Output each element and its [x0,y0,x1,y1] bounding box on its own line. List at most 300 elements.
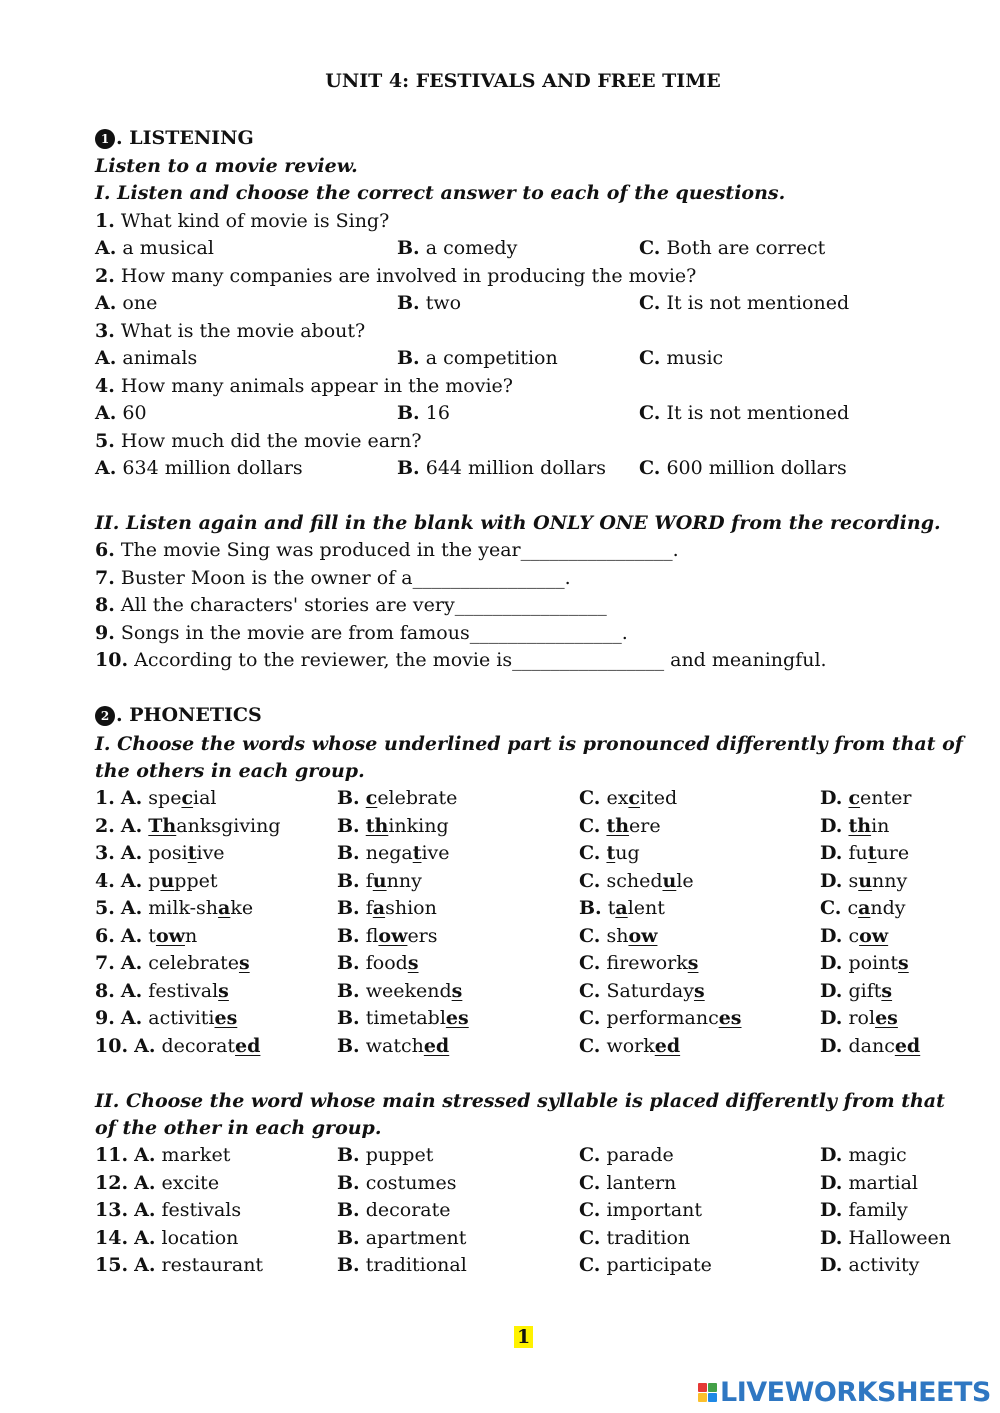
pronunciation-row [95,951,955,975]
word-prefix: danc [842,1034,895,1057]
pronunciation-row [95,814,955,838]
word-suffix: ive [196,842,225,864]
option-word: market [155,1144,231,1166]
underlined-part: t [187,842,197,864]
question-number: 6. [95,924,115,947]
answer-option[interactable] [95,1253,263,1277]
fill-blank-question[interactable] [95,621,628,645]
logo-text: LIVEWORKSHEETS [720,1376,991,1408]
option-letter: A. [95,292,117,314]
option-word: festivals [155,1199,242,1221]
word-prefix: f [359,897,373,919]
option-letter: B. [337,924,360,947]
option-text: Both are correct [660,237,826,259]
question-number: 5. [95,430,115,452]
word-suffix: le [676,869,694,892]
answer-option[interactable] [337,924,438,948]
word-prefix: food [359,952,408,974]
option-text: a musical [116,237,214,259]
stress-row [95,1226,955,1250]
option-letter: C. [579,814,601,837]
underlined-part: t [867,842,877,864]
option-letter: B. [397,347,420,369]
option-text: a competition [419,347,558,369]
question-number: 4. [95,375,115,397]
option-word: participate [600,1254,712,1276]
answer-option[interactable] [820,1006,898,1030]
answer-option[interactable] [579,979,705,1003]
question-text: Buster Moon is the owner of a________________. [114,566,571,589]
word-suffix: ial [193,787,217,809]
option-text: music [660,347,724,369]
option-text: 600 million dollars [660,457,847,479]
answer-option[interactable] [337,951,419,975]
question-number: 13. [95,1199,129,1221]
answer-option[interactable] [639,291,849,315]
phonetics-part1-instruction: I. Choose the words whose underlined part is pronounced differently from that of [95,733,963,755]
answer-option[interactable] [337,1034,449,1058]
word-suffix: ndy [870,897,906,919]
answer-option[interactable] [95,1226,238,1250]
pronunciation-row [95,1006,955,1030]
option-text: animals [116,347,198,369]
option-letter: D. [820,1034,843,1057]
word-prefix: firework [600,952,688,974]
logo-icon [698,1383,717,1402]
option-letter: B. [337,1254,360,1276]
answer-option[interactable] [579,841,640,865]
question-text: What is the movie about? [114,320,366,342]
fill-blank-question[interactable] [95,566,571,590]
answer-option[interactable] [337,1198,451,1222]
option-letter: B. [337,842,360,864]
question-text: All the characters' stories are very________________ [114,594,607,616]
option-text: It is not mentioned [660,402,850,424]
question-number: 6. [95,539,115,561]
option-letter: A. [134,1034,156,1057]
answer-option[interactable] [337,896,437,920]
answer-option[interactable] [820,951,909,975]
answer-option[interactable] [95,1198,241,1222]
page-number: 1 [514,1326,533,1348]
answer-option[interactable] [820,1143,907,1167]
answer-option[interactable] [95,841,225,865]
option-letter: D. [820,924,843,947]
option-letter: C. [579,1144,601,1166]
underlined-part: s [687,952,699,974]
answer-option[interactable] [337,869,422,893]
underlined-part: ow [155,924,185,947]
option-letter: A. [120,952,143,974]
option-letter: C. [579,1034,601,1057]
word-suffix: ure [876,842,910,864]
option-letter: A. [134,1199,156,1221]
section-number-badge: 2 [95,706,115,726]
question [95,374,513,398]
options-row [95,401,955,425]
question-number: 2. [95,814,115,837]
question-number: 9. [95,1007,115,1029]
word-prefix: watch [359,1034,424,1057]
underlined-part: ow [628,924,658,947]
word-prefix: nega [359,842,413,864]
question-text: Songs in the movie are from famous________________. [114,621,628,644]
answer-option[interactable] [95,1006,237,1030]
word-prefix: f [359,869,373,892]
option-letter: C. [579,1226,601,1249]
option-letter: B. [397,402,420,424]
option-word: location [155,1226,239,1249]
fill-blank-question[interactable] [95,648,827,672]
answer-option[interactable] [820,786,912,810]
word-prefix: fl [359,924,379,947]
word-suffix: ited [639,787,678,809]
answer-option[interactable] [579,1226,690,1250]
answer-option[interactable] [95,924,197,948]
word-suffix: lent [627,897,665,919]
answer-option[interactable] [820,1171,918,1195]
answer-option[interactable] [95,951,250,975]
question-number: 14. [95,1226,129,1249]
answer-option[interactable] [639,401,849,425]
option-word: martial [842,1171,919,1194]
word-suffix: ere [629,814,661,837]
question-number: 1. [95,787,115,809]
answer-option[interactable] [579,924,657,948]
option-letter: C. [579,842,601,864]
answer-option[interactable] [579,786,677,810]
answer-option[interactable] [639,236,825,260]
question-text: What kind of movie is Sing? [114,210,390,232]
answer-option[interactable] [820,1253,919,1277]
underlined-part: es [718,1007,742,1029]
word-suffix: ive [421,842,450,864]
option-word: costumes [359,1171,457,1194]
option-letter: B. [337,787,360,809]
answer-option[interactable] [397,236,517,260]
option-text: one [116,292,158,314]
page-title: UNIT 4: FESTIVALS AND FREE TIME [325,70,721,92]
answer-option[interactable] [579,1253,712,1277]
word-prefix: Saturday [600,979,694,1002]
answer-option[interactable] [337,786,457,810]
answer-option[interactable] [579,814,661,838]
question-number: 10. [95,649,129,671]
word-prefix: t [142,924,156,947]
option-word: family [842,1199,908,1221]
word-prefix: performanc [600,1007,719,1029]
answer-option[interactable] [820,924,888,948]
option-letter: C. [579,869,601,892]
option-word: puppet [359,1144,434,1166]
question-text: The movie Sing was produced in the year________________. [114,539,679,561]
answer-option[interactable] [579,896,665,920]
question-number: 4. [95,869,115,892]
question-number: 8. [95,594,115,616]
answer-option[interactable] [397,456,606,480]
question-number: 3. [95,842,115,864]
answer-option[interactable] [820,1226,951,1250]
option-letter: D. [820,869,843,892]
underlined-part: th [606,814,630,837]
answer-option[interactable] [820,1198,908,1222]
option-letter: C. [579,1254,601,1276]
underlined-part: a [615,897,628,919]
word-prefix: timetabl [359,1007,446,1029]
answer-option[interactable] [820,814,889,838]
options-row [95,456,955,480]
word-suffix: ug [615,842,640,864]
pronunciation-row [95,786,955,810]
answer-option[interactable] [337,841,450,865]
answer-option[interactable] [95,979,229,1003]
underlined-part: a [218,897,231,919]
answer-option[interactable] [95,869,218,893]
answer-option[interactable] [337,1143,433,1167]
answer-option[interactable] [95,401,147,425]
options-row [95,346,955,370]
option-text: two [419,292,462,314]
question [95,319,365,343]
option-letter: A. [134,1171,156,1194]
option-letter: C. [579,979,601,1002]
underlined-part: u [858,869,873,892]
listening-intro: Listen to a movie review. [95,155,358,177]
answer-option[interactable] [95,291,157,315]
underlined-part: ow [378,924,408,947]
question-number: 3. [95,320,115,342]
answer-option[interactable] [579,1143,674,1167]
option-letter: C. [579,1199,601,1221]
liveworksheets-logo [698,1377,991,1407]
question [95,209,389,233]
option-letter: C. [579,924,601,947]
answer-option[interactable] [337,1226,466,1250]
pronunciation-row [95,896,955,920]
answer-option[interactable] [337,1171,456,1195]
option-letter: B. [397,292,420,314]
option-letter: C. [579,1007,601,1029]
phonetics-heading: 2 . PHONETICS [95,703,262,727]
underlined-part: c [181,787,194,809]
pronunciation-row [95,979,955,1003]
question-number: 1. [95,210,115,232]
word-prefix: weekend [359,979,452,1002]
option-word: important [600,1199,703,1221]
underlined-part: ed [894,1034,921,1057]
underlined-part: s [898,952,909,974]
option-letter: D. [820,814,843,837]
answer-option[interactable] [95,456,303,480]
answer-option[interactable] [95,1143,230,1167]
word-prefix: work [600,1034,655,1057]
option-letter: A. [120,842,143,864]
question-number: 10. [95,1034,129,1057]
underlined-part: ed [235,1034,261,1057]
answer-option[interactable] [95,1034,260,1058]
options-row [95,291,955,315]
word-prefix: c [842,924,860,947]
question-number: 7. [95,566,115,589]
word-prefix: festival [142,979,219,1002]
listening-heading: 1 . LISTENING [95,126,254,150]
option-letter: A. [120,787,143,809]
option-letter: C. [579,952,601,974]
underlined-part: a [858,897,871,919]
phonetics-part2-instruction-cont: of the other in each group. [95,1117,382,1139]
question [95,429,422,453]
answer-option[interactable] [820,1034,920,1058]
option-letter: C. [639,292,661,314]
answer-option[interactable] [337,1253,467,1277]
option-letter: A. [134,1144,156,1166]
option-letter: C. [639,347,661,369]
answer-option[interactable] [579,1171,676,1195]
option-letter: D. [820,1171,843,1194]
question-number: 15. [95,1254,129,1276]
question-number: 12. [95,1171,129,1194]
answer-option[interactable] [579,1198,702,1222]
underlined-part: u [160,869,175,892]
word-prefix: posi [142,842,188,864]
option-letter: A. [134,1226,156,1249]
option-word: lantern [600,1171,677,1194]
word-suffix: inking [388,814,449,837]
option-letter: B. [337,869,360,892]
options-row [95,236,955,260]
option-letter: C. [579,1171,601,1194]
underlined-part: th [848,814,872,837]
fill-blank-question[interactable] [95,538,679,562]
underlined-part: Th [148,814,177,837]
word-suffix: ers [407,924,438,947]
answer-option[interactable] [639,346,723,370]
option-text: a comedy [419,237,518,259]
option-letter: B. [337,814,360,837]
underlined-part: ed [654,1034,681,1057]
answer-option[interactable] [337,979,462,1003]
question-text: How much did the movie earn? [114,430,422,452]
option-letter: D. [820,1144,843,1166]
question-number: 11. [95,1144,129,1166]
word-suffix: nny [872,869,908,892]
fill-blank-question[interactable] [95,593,607,617]
word-prefix: milk-sh [142,897,219,919]
option-letter: D. [820,1199,843,1221]
word-prefix: spe [142,787,182,809]
answer-option[interactable] [820,841,909,865]
answer-option[interactable] [579,1034,680,1058]
answer-option[interactable] [639,456,847,480]
answer-option[interactable] [337,1006,469,1030]
option-text: 60 [116,402,147,424]
option-letter: C. [639,237,661,259]
option-letter: A. [95,402,117,424]
underlined-part: th [365,814,389,837]
answer-option[interactable] [95,786,217,810]
word-prefix: point [842,952,899,974]
option-letter: D. [820,1226,843,1249]
option-letter: D. [820,787,843,809]
option-text: 644 million dollars [419,457,606,479]
option-letter: B. [337,1199,360,1221]
answer-option[interactable] [95,236,214,260]
option-letter: B. [337,897,360,919]
word-prefix: fu [842,842,868,864]
option-word: decorate [359,1199,451,1221]
answer-option[interactable] [579,869,694,893]
answer-option[interactable] [95,896,253,920]
section-number-badge: 1 [95,129,115,149]
option-letter: A. [120,979,143,1002]
option-letter: C. [639,457,661,479]
option-letter: B. [337,1226,360,1249]
option-letter: B. [337,1007,360,1029]
question-number: 8. [95,979,115,1002]
question-number: 7. [95,952,115,974]
option-text: 16 [419,402,450,424]
option-letter: B. [337,1034,360,1057]
answer-option[interactable] [95,814,281,838]
option-word: magic [842,1144,907,1166]
option-letter: A. [134,1254,156,1276]
question-number: 9. [95,621,115,644]
phonetics-part2-instruction: II. Choose the word whose main stressed syllable is placed differently from that [95,1090,945,1112]
option-letter: D. [820,1007,843,1029]
answer-option[interactable] [95,346,197,370]
option-letter: A. [120,924,143,947]
underlined-part: s [881,979,893,1002]
option-letter: D. [820,842,843,864]
answer-option[interactable] [820,979,892,1003]
pronunciation-row [95,924,955,948]
option-letter: B. [337,1144,360,1166]
underlined-part: c [628,787,640,809]
underlined-part: s [451,979,463,1002]
option-word: excite [155,1171,220,1194]
answer-option[interactable] [95,1171,219,1195]
answer-option[interactable] [397,346,558,370]
word-prefix: ex [600,787,629,809]
option-letter: B. [579,897,602,919]
answer-option[interactable] [579,951,698,975]
word-prefix: decorat [155,1034,236,1057]
option-text: 634 million dollars [116,457,303,479]
underlined-part: t [606,842,616,864]
answer-option[interactable] [820,869,907,893]
answer-option[interactable] [579,1006,742,1030]
word-prefix: sched [600,869,663,892]
option-letter: A. [120,814,143,837]
word-suffix: elebrate [377,787,458,809]
underlined-part: ed [423,1034,450,1057]
word-prefix: celebrate [142,952,239,974]
option-letter: B. [337,952,360,974]
answer-option[interactable] [820,896,906,920]
option-text: It is not mentioned [660,292,850,314]
underlined-part: u [372,869,387,892]
option-letter: C. [639,402,661,424]
option-word: apartment [359,1226,467,1249]
word-suffix: ke [230,897,254,919]
answer-option[interactable] [337,814,449,838]
answer-option[interactable] [397,401,450,425]
word-suffix: in [871,814,890,837]
answer-option[interactable] [397,291,461,315]
word-prefix: sh [600,924,629,947]
pronunciation-row [95,1034,955,1058]
option-letter: A. [120,869,143,892]
